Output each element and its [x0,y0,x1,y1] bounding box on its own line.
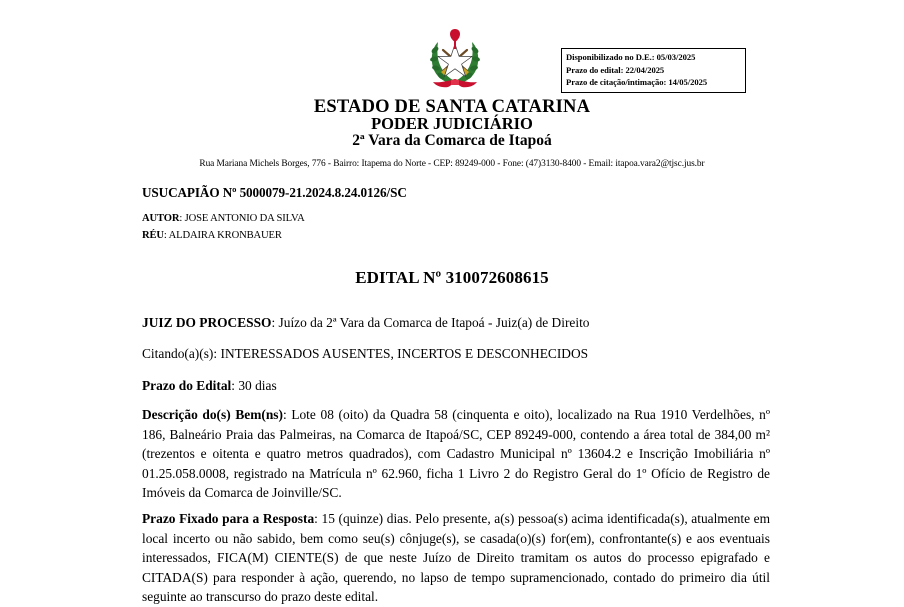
field-prazo-edital-value: 30 dias [238,378,277,393]
field-descricao-bens [142,405,770,503]
colon: : [314,511,322,526]
field-citando [142,344,770,364]
colon: : [213,346,221,361]
colon: : [271,315,279,330]
colon: : [282,407,292,422]
field-juiz-do-processo [142,313,770,333]
field-resposta-label: Prazo Fixado para a Resposta [142,511,315,526]
court-address: Rua Mariana Michels Borges, 776 - Bairro: Itapema do Norte - CEP: 89249-000 - Fone: (47)3130-8400 - Email: itapoa.vara2@tjsc.jus.br [199,159,705,169]
edital-deadline-line: Prazo do edital: 22/04/2025 [566,64,665,75]
party-reu-value: ALDAIRA KRONBAUER [168,230,282,241]
field-juiz-value: Juízo da 2ª Vara da Comarca de Itapoá - Juiz(a) de Direito [278,315,590,330]
court-title: 2ª Vara da Comarca de Itapoá [352,132,552,149]
judiciary-title: PODER JUDICIÁRIO [371,114,533,133]
party-autor-label: AUTOR [142,213,180,224]
field-descricao-label: Descrição do(s) Bem(ns) [142,407,283,422]
colon: : [231,378,239,393]
field-juiz-label: JUIZ DO PROCESSO [142,315,272,330]
field-prazo-edital-label: Prazo do Edital [142,378,232,393]
field-resposta-value: 15 (quinze) dias. Pelo presente, a(s) pessoa(s) acima identificada(s), atualmente em local incerto ou não sabido, bem como seu(s) cônjuge(s), se casada(o)(s) for(em), confrontante(s) e aos eventuais interessados, FICA(M) CIENTE(S) de que neste Juízo de Direito tramitam os autos do processo epigrafado e CITADA(S) para responder à ação, querendo, no lapso de tempo supramencionado, contado do primeiro dia útil seguinte ao transcurso do prazo deste edital. [142,511,771,605]
party-autor-value: JOSE ANTONIO DA SILVA [184,213,305,224]
party-reu-label: RÉU [142,230,164,241]
field-descricao-value: Lote 08 (oito) da Quadra 58 (cinquenta e oito), localizado na Rua 1910 Verdelhões, nº 186, Balneário Praia das Palmeiras, na Comarca de Itapoá/SC, CEP 89249-000, contendo a área total de 384,00 m² (trezentos e oitenta e quatro metros quadrados), com Cadastro Municipal nº 13604.2 e Inscrição Imobiliária nº 01.25.058.0008, registrado na Matrícula nº 62.960, ficha 1 Livro 2 do Registro Geral do 1º Ofício de Registro de Imóveis da Comarca de Joinville/SC. [142,407,770,501]
party-autor [142,213,305,224]
edital-title: EDITAL Nº 310072608615 [355,268,549,287]
publication-dates-box [561,48,746,93]
case-number: USUCAPIÃO Nº 5000079-21.2024.8.24.0126/SC [142,185,407,200]
field-prazo-edital [142,376,770,396]
colon: : [163,230,169,241]
field-citando-value: INTERESSADOS AUSENTES, INCERTOS E DESCONHECIDOS [220,346,589,361]
citation-deadline-line: Prazo de citação/intimação: 14/05/2025 [566,77,708,88]
field-citando-label: Citando(a)(s) [142,346,214,361]
colon: : [179,213,185,224]
party-reu [142,230,282,241]
publication-date-line: Disponibilizado no D.E.: 05/03/2025 [566,52,696,62]
field-prazo-resposta [142,509,770,607]
santa-catarina-coat-of-arms-icon [424,26,486,92]
state-title: ESTADO DE SANTA CATARINA [313,97,591,117]
